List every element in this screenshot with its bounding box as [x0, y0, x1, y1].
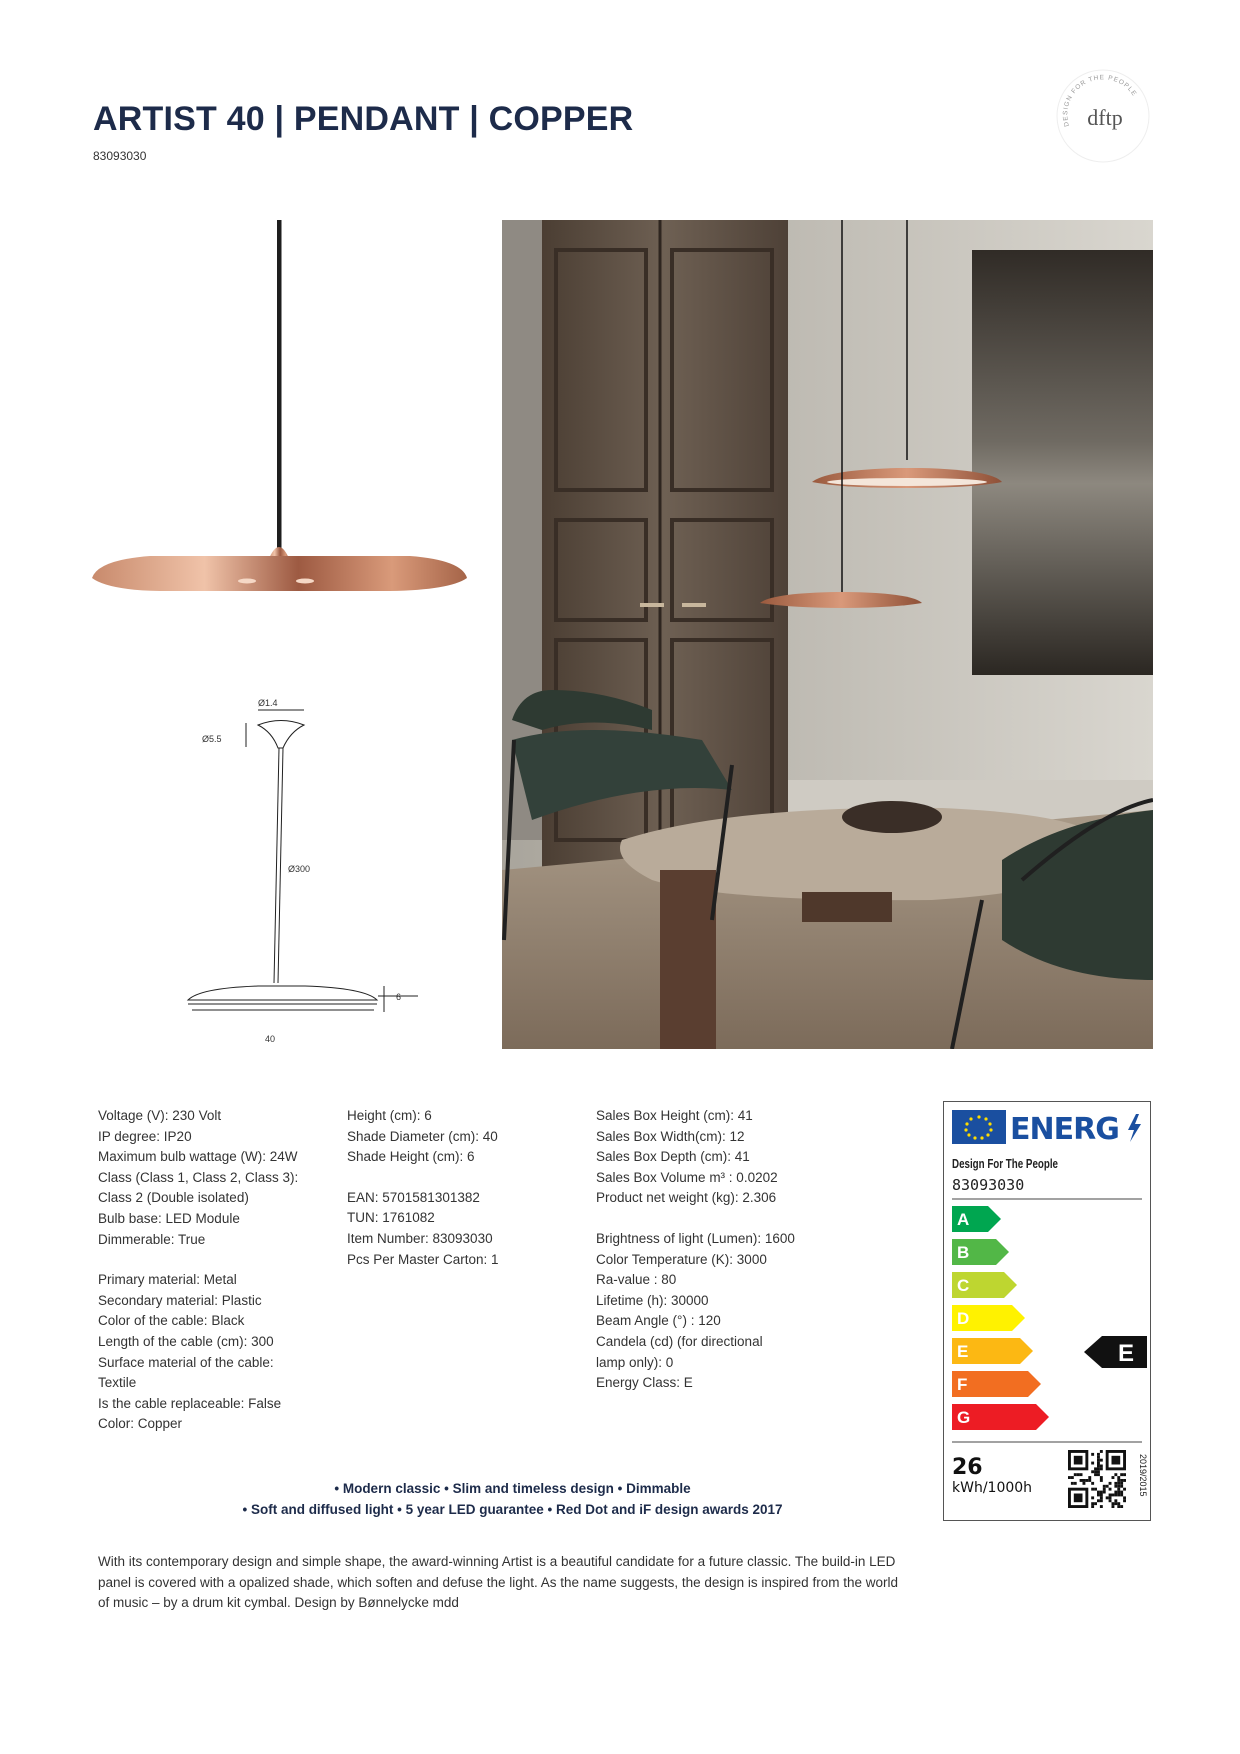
energy-word: ENERG: [1010, 1112, 1119, 1147]
spec-voltage: Voltage (V): 230 Volt: [98, 1108, 222, 1123]
dftp-logo: [1055, 68, 1151, 164]
consumption-value: 26: [952, 1455, 983, 1480]
spec-box-height: Sales Box Height (cm): 41: [596, 1108, 753, 1123]
energy-class-letter-a: A: [957, 1210, 970, 1229]
spec-box-depth: Sales Box Depth (cm): 41: [596, 1149, 750, 1165]
energy-model: 83093030: [952, 1176, 1025, 1194]
energy-label: [943, 1101, 1151, 1521]
spec-height: Height (cm): 6: [347, 1108, 432, 1123]
spec-column-packaging-light: [596, 1106, 795, 1394]
spec-color: Color: Copper: [98, 1416, 183, 1432]
energy-supplier: Design For The People: [952, 1156, 1058, 1171]
logo-ring-text: DESIGN FOR THE PEOPLE: [1062, 74, 1138, 128]
spec-shade-height: Shade Height (cm): 6: [347, 1149, 475, 1165]
consumption-unit: kWh/1000h: [952, 1480, 1033, 1496]
spec-lifetime: Lifetime (h): 30000: [596, 1292, 709, 1308]
rating-letter: E: [1117, 1340, 1135, 1367]
feature-line-2: • Soft and diffused light • 5 year LED guarantee • Red Dot and iF design awards 2017: [242, 1502, 783, 1517]
spec-class-label: Class (Class 1, Class 2, Class 3):: [98, 1169, 299, 1185]
energy-class-letter-e: E: [957, 1342, 969, 1361]
lightning-icon: [1128, 1114, 1141, 1142]
energy-class-letter-f: F: [957, 1375, 968, 1394]
spec-secondary-material: Secondary material: Plastic: [98, 1292, 262, 1308]
energy-class-letter-b: B: [957, 1243, 970, 1262]
spec-primary-material: Primary material: Metal: [98, 1272, 237, 1288]
regulation-text: 2019/2015: [1138, 1454, 1148, 1497]
spec-cable-surface-label: Surface material of the cable:: [98, 1354, 274, 1370]
spec-shade-diameter: Shade Diameter (cm): 40: [347, 1128, 498, 1144]
spec-bulb-base: Bulb base: LED Module: [98, 1210, 240, 1226]
spec-candela-value: lamp only): 0: [596, 1354, 674, 1370]
spec-net-weight: Product net weight (kg): 2.306: [596, 1190, 777, 1206]
spec-candela-label: Candela (cd) (for directional: [596, 1333, 763, 1349]
spec-cable-replaceable: Is the cable replaceable: False: [98, 1395, 282, 1411]
qr-code-icon: [1066, 1448, 1128, 1510]
dim-mid-label: Ø300: [288, 864, 311, 874]
spec-spacer: [347, 1168, 499, 1188]
dim-bottom-label: 40: [265, 1034, 276, 1044]
spec-box-volume: Sales Box Volume m³ : 0.0202: [596, 1169, 778, 1185]
spec-energy-class: Energy Class: E: [596, 1375, 693, 1391]
dim-right-label: 6: [396, 992, 402, 1002]
product-description: With its contemporary design and simple shape, the award-winning Artist is a beautiful candidate for a future classic. The build-in LED panel is covered with a opalized shade, which soften and defuse the light. As the name suggests, the design is inspired from the world of music – by a drum kit cymbal. Design by Bønnelycke mdd: [98, 1554, 898, 1610]
spec-ean: EAN: 5701581301382: [347, 1189, 480, 1205]
spec-ra-value: Ra-value : 80: [596, 1272, 677, 1288]
page-title: ARTIST 40 | PENDANT | COPPER: [93, 100, 634, 138]
energy-class-letter-g: G: [957, 1408, 971, 1427]
spec-spacer: [596, 1209, 795, 1229]
spec-pcs-per-carton: Pcs Per Master Carton: 1: [347, 1251, 499, 1267]
spec-tun: TUN: 1761082: [347, 1210, 435, 1226]
logo-text: dftp: [1087, 105, 1123, 130]
energy-label-graphic: [944, 1102, 1150, 1520]
feature-list: [150, 1478, 875, 1520]
feature-line-1: • Modern classic • Slim and timeless design • Dimmable: [334, 1481, 691, 1496]
dim-left-label: Ø5.5: [202, 734, 222, 744]
spec-spacer: [98, 1250, 298, 1270]
energy-class-letter-d: D: [957, 1309, 970, 1328]
spec-class-value: Class 2 (Double isolated): [98, 1190, 249, 1206]
spec-cable-length: Length of the cable (cm): 300: [98, 1333, 274, 1349]
product-photo: [90, 215, 480, 605]
spec-dimmerable: Dimmerable: True: [98, 1231, 206, 1247]
spec-ip-degree: IP degree: IP20: [98, 1128, 192, 1144]
spec-column-dimensions-ids: [347, 1106, 499, 1270]
spec-cable-color: Color of the cable: Black: [98, 1313, 245, 1329]
spec-cable-surface-value: Textile: [98, 1375, 137, 1391]
room-photo: [502, 220, 1153, 1049]
spec-color-temperature: Color Temperature (K): 3000: [596, 1251, 767, 1267]
spec-beam-angle: Beam Angle (°) : 120: [596, 1313, 721, 1329]
spec-lumen: Brightness of light (Lumen): 1600: [596, 1230, 795, 1246]
spec-column-electrical-material: [98, 1106, 298, 1435]
dim-top-label: Ø1.4: [258, 698, 278, 708]
spec-max-wattage: Maximum bulb wattage (W): 24W: [98, 1149, 298, 1165]
product-sku: 83093030: [93, 149, 147, 163]
spec-box-width: Sales Box Width(cm): 12: [596, 1128, 745, 1144]
energy-class-letter-c: C: [957, 1276, 970, 1295]
rating-arrow: [1084, 1336, 1147, 1368]
spec-item-number: Item Number: 83093030: [347, 1230, 493, 1246]
technical-drawing: [180, 690, 460, 1050]
